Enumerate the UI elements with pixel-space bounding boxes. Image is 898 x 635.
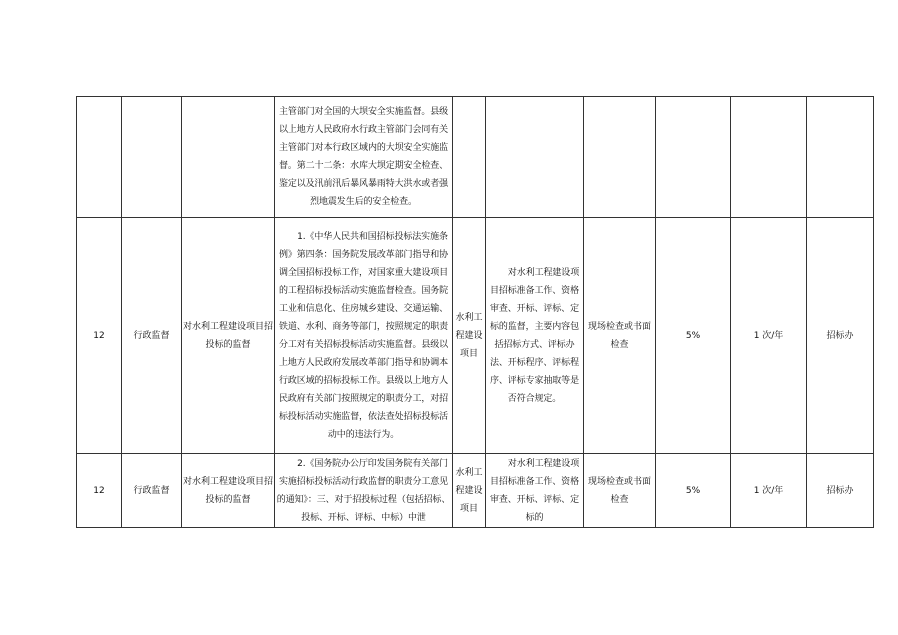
- row-number-cell: 12: [77, 218, 122, 454]
- inspection-table: [76, 96, 874, 528]
- row-number-cell: 12: [77, 454, 122, 528]
- legal-basis-cell: 2.《国务院办公厅印发国务院有关部门实施招标投标活动行政监督的职责分工意见的通知》：三、对于招投标过程（包括招标、投标、开标、评标、中标）中泄: [275, 454, 453, 528]
- item-cell: [182, 97, 275, 218]
- table-row: [77, 454, 874, 528]
- item-cell: 对水利工程建设项目招投标的监督: [182, 454, 275, 528]
- item-cell: 对水利工程建设项目招投标的监督: [182, 218, 275, 454]
- legal-basis-cell: 主管部门对全国的大坝安全实施监督。县级以上地方人民政府水行政主管部门会同有关主管部门对本行政区域内的大坝安全实施监督。第二十二条：水库大坝定期安全检查、鉴定以及汛前汛后暴风暴雨特大洪水或者强烈地震发生后的安全检查。: [275, 97, 453, 218]
- table-row: [77, 97, 874, 218]
- content-cell: [486, 97, 584, 218]
- object-cell: [453, 97, 486, 218]
- method-cell: [584, 97, 656, 218]
- row-number-cell: [77, 97, 122, 218]
- object-cell: 水利工程建设项目: [453, 454, 486, 528]
- content-cell: 对水利工程建设项目招标准备工作、资格审查、开标、评标、定标的: [486, 454, 584, 528]
- category-cell: 行政监督: [122, 218, 182, 454]
- method-cell: 现场检查或书面检查: [584, 454, 656, 528]
- frequency-cell: [731, 97, 807, 218]
- department-cell: 招标办: [807, 218, 874, 454]
- ratio-cell: 5%: [656, 454, 731, 528]
- frequency-cell: 1 次/年: [731, 218, 807, 454]
- ratio-cell: 5%: [656, 218, 731, 454]
- department-cell: [807, 97, 874, 218]
- content-cell: 对水利工程建设项目招标准备工作、资格审查、开标、评标、定标的监督，主要内容包括招标方式、评标办法、开标程序、评标程序、评标专家抽取等是否符合规定。: [486, 218, 584, 454]
- object-cell: 水利工程建设项目: [453, 218, 486, 454]
- department-cell: 招标办: [807, 454, 874, 528]
- table-row: [77, 218, 874, 454]
- ratio-cell: [656, 97, 731, 218]
- legal-basis-cell: 1.《中华人民共和国招标投标法实施条例》第四条：国务院发展改革部门指导和协调全国招标投标工作，对国家重大建设项目的工程招标投标活动实施监督检查。国务院工业和信息化、住房城乡建设、交通运输、铁道、水利、商务等部门，按照规定的职责分工对有关招标投标活动实施监督。县级以上地方人民政府发展改革部门指导和协调本行政区域的招标投标工作。县级以上地方人民政府有关部门按照规定的职责分工，对招标投标活动实施监督，依法查处招标投标活动中的违法行为。: [275, 218, 453, 454]
- category-cell: [122, 97, 182, 218]
- category-cell: 行政监督: [122, 454, 182, 528]
- method-cell: 现场检查或书面检查: [584, 218, 656, 454]
- frequency-cell: 1 次/年: [731, 454, 807, 528]
